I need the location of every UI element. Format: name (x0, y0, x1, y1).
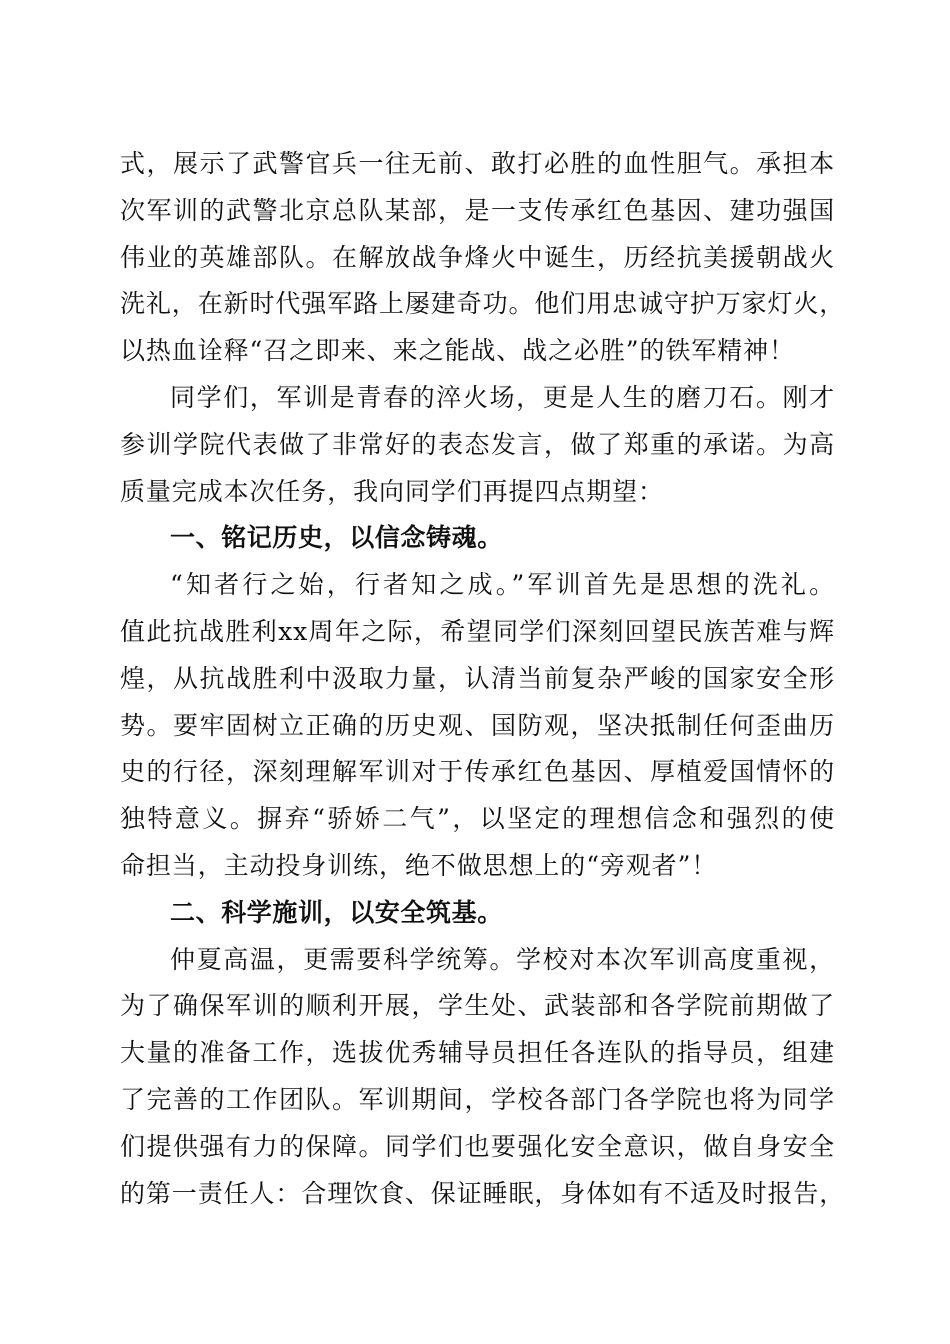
paragraph-line: 参训学院代表做了非常好的表态发言，做了郑重的承诺。为高 (120, 429, 835, 459)
paragraph-line: 为了确保军训的顺利开展，学生处、武装部和各学院前期做了 (120, 991, 835, 1021)
paragraph-line: “知者行之始，行者知之成。”军训首先是思想的洗礼。 (170, 570, 835, 600)
paragraph-line: 以热血诠释“召之即来、来之能战、战之必胜”的铁军精神！ (120, 336, 795, 366)
paragraph-line: 煌，从抗战胜利中汲取力量，认清当前复杂严峻的国家安全形 (120, 663, 835, 693)
paragraph-line: 了完善的工作团队。军训期间，学校各部门各学院也将为同学 (120, 1084, 835, 1114)
paragraph-line: 的第一责任人：合理饮食、保证睡眠，身体如有不适及时报告， (120, 1178, 846, 1208)
paragraph-line: 式，展示了武警官兵一往无前、敢打必胜的血性胆气。承担本 (120, 149, 835, 178)
paragraph-line: 同学们，军训是青春的淬火场，更是人生的磨刀石。刚才 (170, 382, 835, 412)
section-heading: 二、科学施训，以安全筑基。 (170, 897, 503, 927)
paragraph-line: 势。要牢固树立正确的历史观、国防观，坚决抵制任何歪曲历 (120, 710, 835, 740)
paragraph-line: 伟业的英雄部队。在解放战争烽火中诞生，历经抗美援朝战火 (120, 242, 835, 272)
paragraph-line: 洗礼，在新时代强军路上屡建奇功。他们用忠诚守护万家灯火， (120, 289, 846, 319)
paragraph-line: 们提供强有力的保障。同学们也要强化安全意识，做自身安全 (120, 1131, 835, 1161)
section-heading: 一、铭记历史，以信念铸魂。 (170, 523, 503, 553)
paragraph-line: 独特意义。摒弃“骄娇二气”，以坚定的理想信念和强烈的使 (120, 804, 835, 834)
paragraph-line: 命担当，主动投身训练，绝不做思想上的“旁观者”！ (120, 850, 718, 880)
paragraph-line: 史的行径，深刻理解军训对于传承红色基因、厚植爱国情怀的 (120, 757, 835, 787)
document-body (120, 141, 846, 1217)
paragraph-line: 大量的准备工作，选拔优秀辅导员担任各连队的指导员，组建 (120, 1038, 835, 1068)
paragraph-line: 次军训的武警北京总队某部，是一支传承红色基因、建功强国 (120, 195, 835, 225)
paragraph-line: 值此抗战胜利xx周年之际，希望同学们深刻回望民族苦难与辉 (120, 616, 835, 646)
paragraph-line: 仲夏高温，更需要科学统筹。学校对本次军训高度重视， (170, 944, 835, 974)
paragraph-line: 质量完成本次任务，我向同学们再提四点期望： (120, 476, 664, 506)
